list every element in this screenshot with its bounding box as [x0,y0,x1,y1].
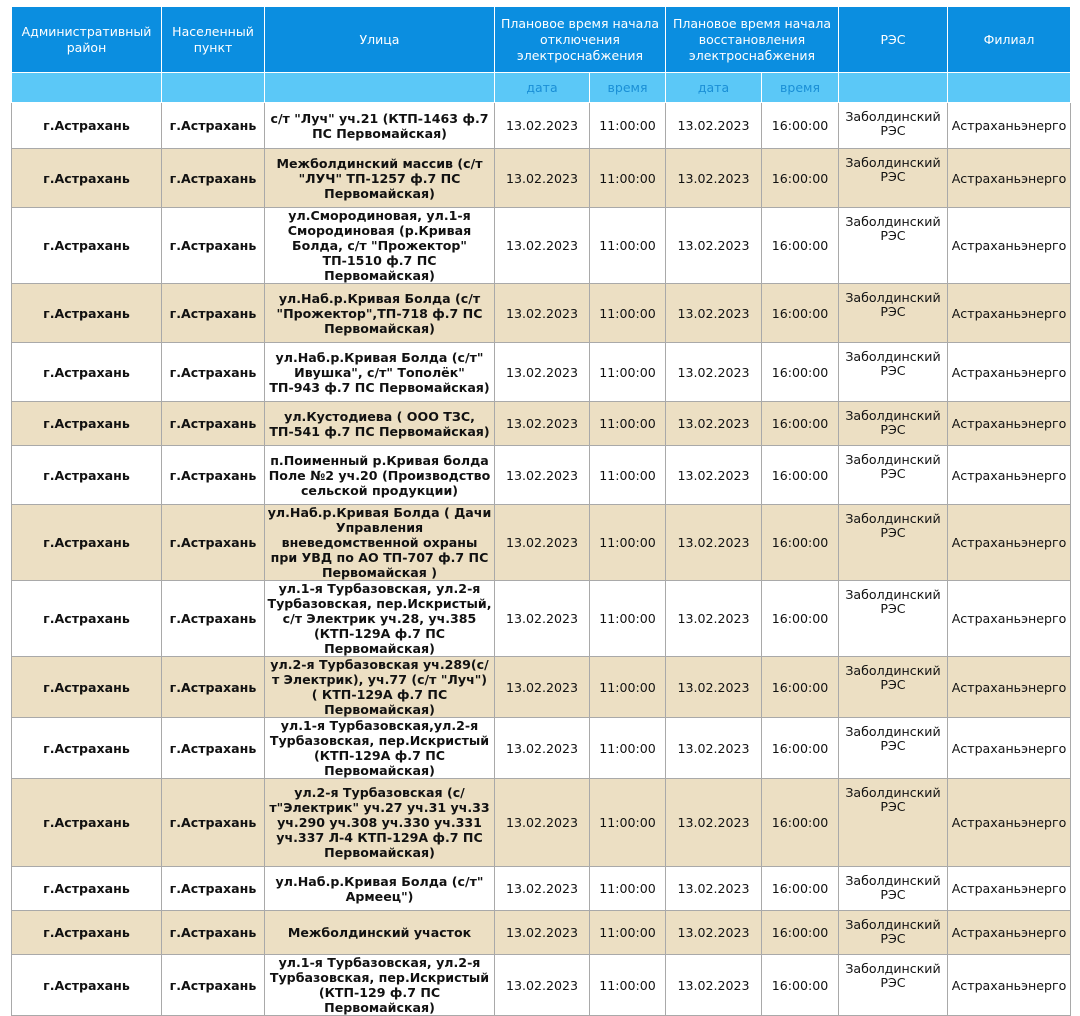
header-res: РЭС [839,7,948,73]
res-cell: Заболдинский РЭС [839,867,948,911]
header-row [12,7,1071,73]
off-time-cell: 11:00:00 [590,505,666,581]
locality-cell: г.Астрахань [162,505,265,581]
branch-cell: Астраханьэнерго [948,446,1071,505]
off-time-cell: 11:00:00 [590,402,666,446]
on-time-cell: 16:00:00 [762,343,839,402]
locality-cell: г.Астрахань [162,149,265,208]
table-row [12,505,1071,581]
district-cell: г.Астрахань [12,284,162,343]
district-cell: г.Астрахань [12,343,162,402]
street-cell: ул.2-я Турбазовская уч.289(с/т Электрик), уч.77 (с/т "Луч") ( КТП-129А ф.7 ПС Первомайская) [265,657,495,718]
street-cell: ул.Кустодиева ( ООО ТЗС, ТП-541 ф.7 ПС Первомайская) [265,402,495,446]
off-time-cell: 11:00:00 [590,718,666,779]
street-cell: ул.Наб.р.Кривая Болда (с/т" Армеец") [265,867,495,911]
subheader-row [12,73,1071,103]
res-cell: Заболдинский РЭС [839,505,948,581]
header-locality: Населенный пункт [162,7,265,73]
street-cell: ул.Наб.р.Кривая Болда ( Дачи Управления вневедомственной охраны при УВД по АО ТП-707 ф.7 ПС Первомайская ) [265,505,495,581]
on-date-cell: 13.02.2023 [666,284,762,343]
on-time-cell: 16:00:00 [762,446,839,505]
locality-cell: г.Астрахань [162,657,265,718]
on-date-cell: 13.02.2023 [666,343,762,402]
on-time-cell: 16:00:00 [762,505,839,581]
locality-cell: г.Астрахань [162,343,265,402]
street-cell: ул.1-я Турбазовская,ул.2-я Турбазовская, пер.Искристый (КТП-129А ф.7 ПС Первомайская) [265,718,495,779]
res-cell: Заболдинский РЭС [839,402,948,446]
res-cell: Заболдинский РЭС [839,718,948,779]
on-date-cell: 13.02.2023 [666,208,762,284]
locality-cell: г.Астрахань [162,402,265,446]
off-date-cell: 13.02.2023 [495,718,590,779]
res-cell: Заболдинский РЭС [839,657,948,718]
off-date-cell: 13.02.2023 [495,911,590,955]
outage-schedule-table [11,6,1071,1016]
subheader-off-time: время [590,73,666,103]
branch-cell: Астраханьэнерго [948,911,1071,955]
district-cell: г.Астрахань [12,505,162,581]
locality-cell: г.Астрахань [162,284,265,343]
on-date-cell: 13.02.2023 [666,657,762,718]
street-cell: Межболдинский массив (с/т "ЛУЧ" ТП-1257 ф.7 ПС Первомайская) [265,149,495,208]
off-date-cell: 13.02.2023 [495,867,590,911]
on-date-cell: 13.02.2023 [666,581,762,657]
off-date-cell: 13.02.2023 [495,208,590,284]
table-row [12,657,1071,718]
on-time-cell: 16:00:00 [762,718,839,779]
res-cell: Заболдинский РЭС [839,343,948,402]
locality-cell: г.Астрахань [162,779,265,867]
off-time-cell: 11:00:00 [590,284,666,343]
off-date-cell: 13.02.2023 [495,446,590,505]
locality-cell: г.Астрахань [162,581,265,657]
on-date-cell: 13.02.2023 [666,955,762,1016]
street-cell: ул.Наб.р.Кривая Болда (с/т" Ивушка", с/т" Тополёк" ТП-943 ф.7 ПС Первомайская) [265,343,495,402]
branch-cell: Астраханьэнерго [948,718,1071,779]
off-date-cell: 13.02.2023 [495,657,590,718]
district-cell: г.Астрахань [12,657,162,718]
on-time-cell: 16:00:00 [762,911,839,955]
subheader-empty-street [265,73,495,103]
on-time-cell: 16:00:00 [762,284,839,343]
res-cell: Заболдинский РЭС [839,955,948,1016]
table-row [12,103,1071,149]
locality-cell: г.Астрахань [162,446,265,505]
on-time-cell: 16:00:00 [762,149,839,208]
locality-cell: г.Астрахань [162,911,265,955]
table-row [12,343,1071,402]
street-cell: Межболдинский участок [265,911,495,955]
locality-cell: г.Астрахань [162,718,265,779]
res-cell: Заболдинский РЭС [839,911,948,955]
on-time-cell: 16:00:00 [762,955,839,1016]
street-cell: ул.Смородиновая, ул.1-я Смородиновая (р.Кривая Болда, с/т "Прожектор" ТП-1510 ф.7 ПС Первомайская) [265,208,495,284]
table-row [12,779,1071,867]
on-date-cell: 13.02.2023 [666,103,762,149]
res-cell: Заболдинский РЭС [839,581,948,657]
branch-cell: Астраханьэнерго [948,402,1071,446]
off-time-cell: 11:00:00 [590,343,666,402]
district-cell: г.Астрахань [12,581,162,657]
outage-table-container [11,6,1070,1016]
branch-cell: Астраханьэнерго [948,208,1071,284]
on-date-cell: 13.02.2023 [666,779,762,867]
street-cell: ул.1-я Турбазовская, ул.2-я Турбазовская, пер.Искристый, с/т Электрик уч.28, уч.385 (КТП-129А ф.7 ПС Первомайская) [265,581,495,657]
off-date-cell: 13.02.2023 [495,149,590,208]
branch-cell: Астраханьэнерго [948,505,1071,581]
district-cell: г.Астрахань [12,718,162,779]
on-time-cell: 16:00:00 [762,581,839,657]
on-time-cell: 16:00:00 [762,657,839,718]
branch-cell: Астраханьэнерго [948,343,1071,402]
table-row [12,446,1071,505]
branch-cell: Астраханьэнерго [948,581,1071,657]
table-row [12,911,1071,955]
subheader-on-time: время [762,73,839,103]
off-time-cell: 11:00:00 [590,103,666,149]
table-row [12,955,1071,1016]
subheader-on-date: дата [666,73,762,103]
locality-cell: г.Астрахань [162,955,265,1016]
table-body [12,103,1071,1016]
district-cell: г.Астрахань [12,779,162,867]
table-row [12,402,1071,446]
on-time-cell: 16:00:00 [762,208,839,284]
header-street: Улица [265,7,495,73]
res-cell: Заболдинский РЭС [839,103,948,149]
off-time-cell: 11:00:00 [590,955,666,1016]
off-time-cell: 11:00:00 [590,149,666,208]
district-cell: г.Астрахань [12,446,162,505]
off-date-cell: 13.02.2023 [495,955,590,1016]
on-date-cell: 13.02.2023 [666,867,762,911]
street-cell: с/т "Луч" уч.21 (КТП-1463 ф.7 ПС Первомайская) [265,103,495,149]
off-time-cell: 11:00:00 [590,779,666,867]
locality-cell: г.Астрахань [162,208,265,284]
res-cell: Заболдинский РЭС [839,208,948,284]
res-cell: Заболдинский РЭС [839,779,948,867]
on-time-cell: 16:00:00 [762,402,839,446]
off-time-cell: 11:00:00 [590,581,666,657]
table-row [12,867,1071,911]
table-row [12,149,1071,208]
table-row [12,284,1071,343]
subheader-empty-district [12,73,162,103]
on-time-cell: 16:00:00 [762,779,839,867]
district-cell: г.Астрахань [12,208,162,284]
subheader-empty-locality [162,73,265,103]
off-date-cell: 13.02.2023 [495,284,590,343]
branch-cell: Астраханьэнерго [948,284,1071,343]
off-time-cell: 11:00:00 [590,657,666,718]
on-date-cell: 13.02.2023 [666,149,762,208]
district-cell: г.Астрахань [12,402,162,446]
street-cell: ул.1-я Турбазовская, ул.2-я Турбазовская, пер.Искристый (КТП-129 ф.7 ПС Первомайская) [265,955,495,1016]
locality-cell: г.Астрахань [162,867,265,911]
on-date-cell: 13.02.2023 [666,505,762,581]
table-row [12,208,1071,284]
off-time-cell: 11:00:00 [590,911,666,955]
street-cell: ул.Наб.р.Кривая Болда (с/т "Прожектор",ТП-718 ф.7 ПС Первомайская) [265,284,495,343]
off-date-cell: 13.02.2023 [495,343,590,402]
on-date-cell: 13.02.2023 [666,402,762,446]
district-cell: г.Астрахань [12,955,162,1016]
off-time-cell: 11:00:00 [590,446,666,505]
off-time-cell: 11:00:00 [590,208,666,284]
on-date-cell: 13.02.2023 [666,911,762,955]
on-date-cell: 13.02.2023 [666,718,762,779]
branch-cell: Астраханьэнерго [948,103,1071,149]
district-cell: г.Астрахань [12,149,162,208]
table-row [12,581,1071,657]
branch-cell: Астраханьэнерго [948,955,1071,1016]
subheader-empty-branch [948,73,1071,103]
locality-cell: г.Астрахань [162,103,265,149]
branch-cell: Астраханьэнерго [948,657,1071,718]
off-date-cell: 13.02.2023 [495,779,590,867]
on-time-cell: 16:00:00 [762,103,839,149]
table-row [12,718,1071,779]
header-branch: Филиал [948,7,1071,73]
off-time-cell: 11:00:00 [590,867,666,911]
branch-cell: Астраханьэнерго [948,779,1071,867]
res-cell: Заболдинский РЭС [839,446,948,505]
header-off-time: Плановое время начала отключения электроснабжения [495,7,666,73]
res-cell: Заболдинский РЭС [839,149,948,208]
res-cell: Заболдинский РЭС [839,284,948,343]
off-date-cell: 13.02.2023 [495,505,590,581]
branch-cell: Астраханьэнерго [948,149,1071,208]
district-cell: г.Астрахань [12,103,162,149]
district-cell: г.Астрахань [12,867,162,911]
street-cell: ул.2-я Турбазовская (с/ т"Электрик" уч.27 уч.31 уч.33 уч.290 уч.308 уч.330 уч.331 уч.337 Л-4 КТП-129А ф.7 ПС Первомайская) [265,779,495,867]
off-date-cell: 13.02.2023 [495,103,590,149]
subheader-empty-res [839,73,948,103]
off-date-cell: 13.02.2023 [495,581,590,657]
subheader-off-date: дата [495,73,590,103]
on-time-cell: 16:00:00 [762,867,839,911]
branch-cell: Астраханьэнерго [948,867,1071,911]
district-cell: г.Астрахань [12,911,162,955]
on-date-cell: 13.02.2023 [666,446,762,505]
street-cell: п.Поименный р.Кривая болда Поле №2 уч.20 (Производство сельской продукции) [265,446,495,505]
off-date-cell: 13.02.2023 [495,402,590,446]
header-district: Административный район [12,7,162,73]
header-restore-time: Плановое время начала восстановления электроснабжения [666,7,839,73]
